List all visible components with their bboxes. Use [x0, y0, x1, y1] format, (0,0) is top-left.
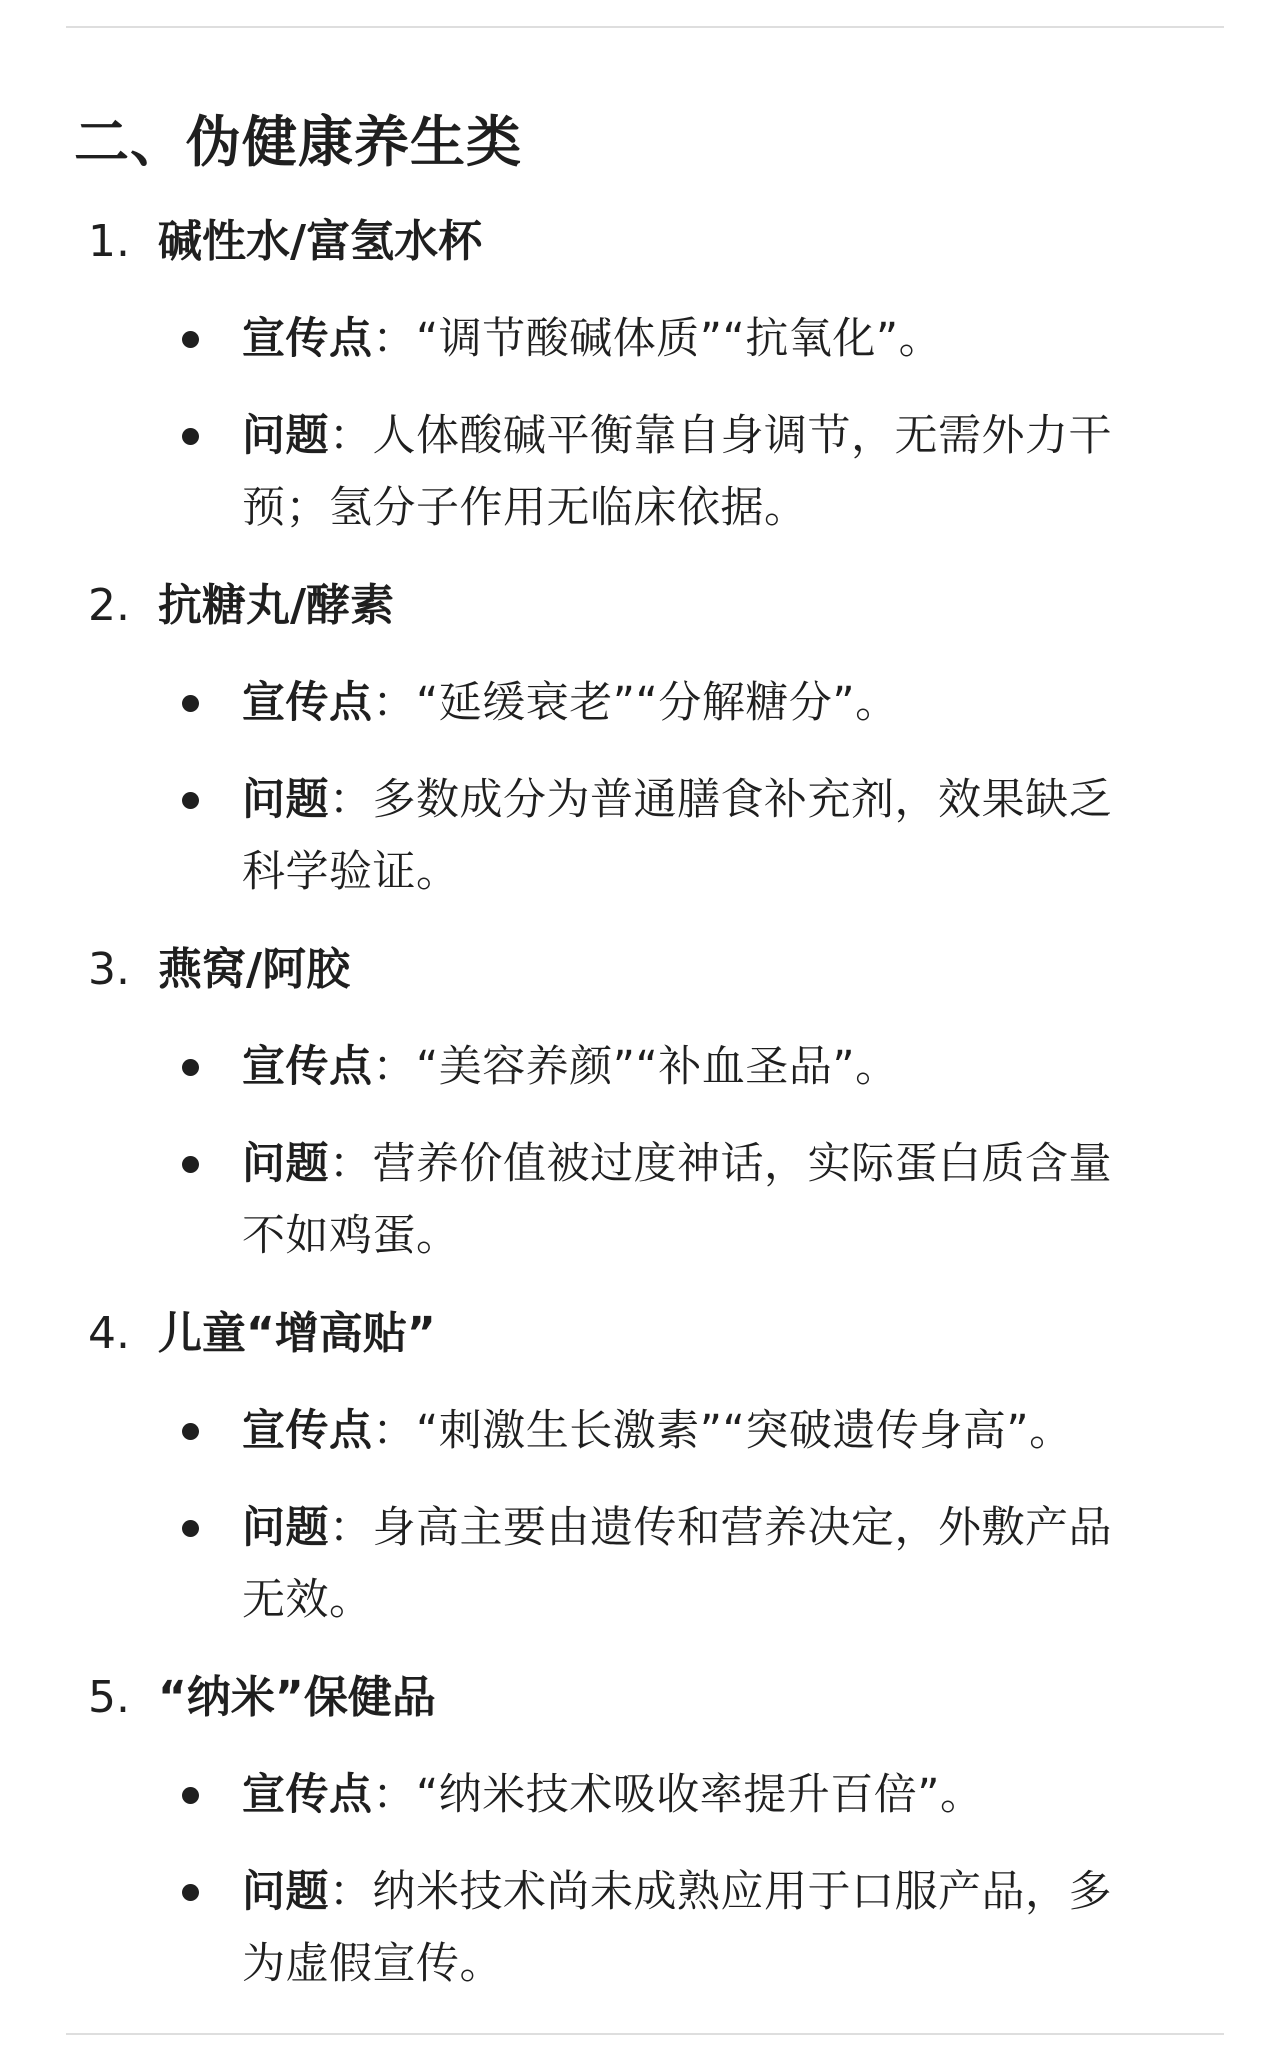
item-title: 抗糖丸/酵素	[158, 580, 395, 631]
problem-bullet	[182, 1492, 1182, 1636]
bullet-dot-icon	[182, 1059, 199, 1076]
problem-text-cont: 无效。	[242, 1575, 373, 1625]
problem-label: 问题	[242, 1139, 329, 1189]
item-number: 4.	[88, 1308, 130, 1359]
claim-text: ：“刺激生长激素”“突破遗传身高”。	[372, 1406, 1073, 1456]
bullet-dot-icon	[182, 428, 199, 445]
claim-label: 宣传点	[242, 314, 373, 364]
problem-text: ：纳米技术尚未成熟应用于口服产品，多	[329, 1867, 1112, 1917]
problem-label: 问题	[242, 1503, 329, 1553]
section-heading: 二、伪健康养生类	[74, 110, 523, 174]
problem-bullet	[182, 764, 1182, 908]
problem-bullet	[182, 1128, 1182, 1272]
bullet-dot-icon	[182, 792, 199, 809]
claim-label: 宣传点	[242, 1042, 373, 1092]
bullet-dot-icon	[182, 1520, 199, 1537]
bullet-dot-icon	[182, 1884, 199, 1901]
claim-bullet	[182, 303, 1182, 375]
problem-text: ：身高主要由遗传和营养决定，外敷产品	[329, 1503, 1112, 1553]
claim-bullet	[182, 1759, 1182, 1831]
bullet-dot-icon	[182, 1787, 199, 1804]
claim-text: ：“美容养颜”“补血圣品”。	[372, 1042, 899, 1092]
problem-text-cont: 为虚假宣传。	[242, 1939, 503, 1989]
item-title: 燕窝/阿胶	[158, 944, 351, 995]
problem-label: 问题	[242, 775, 329, 825]
problem-text: ：多数成分为普通膳食补充剂，效果缺乏	[329, 775, 1112, 825]
problem-label: 问题	[242, 1867, 329, 1917]
problem-bullet	[182, 400, 1182, 544]
bullet-dot-icon	[182, 1156, 199, 1173]
problem-bullet	[182, 1856, 1182, 2000]
list-item	[88, 940, 350, 1000]
problem-text-cont: 科学验证。	[242, 847, 460, 897]
bottom-divider	[66, 2033, 1224, 2035]
claim-text: ：“延缓衰老”“分解糖分”。	[372, 678, 899, 728]
claim-label: 宣传点	[242, 1770, 373, 1820]
item-number: 2.	[88, 580, 130, 631]
bullet-dot-icon	[182, 331, 199, 348]
list-item	[88, 212, 482, 272]
bullet-dot-icon	[182, 695, 199, 712]
claim-text: ：“纳米技术吸收率提升百倍”。	[372, 1770, 984, 1820]
problem-text: ：人体酸碱平衡靠自身调节，无需外力干	[329, 411, 1112, 461]
item-number: 5.	[88, 1672, 130, 1723]
problem-label: 问题	[242, 411, 329, 461]
claim-text: ：“调节酸碱体质”“抗氧化”。	[372, 314, 943, 364]
list-item	[88, 576, 394, 636]
problem-text-cont: 不如鸡蛋。	[242, 1211, 460, 1261]
item-number: 1.	[88, 216, 130, 267]
item-title: 碱性水/富氢水杯	[158, 216, 483, 267]
item-title: “纳米”保健品	[158, 1672, 436, 1723]
item-number: 3.	[88, 944, 130, 995]
claim-bullet	[182, 1395, 1182, 1467]
item-title: 儿童“增高贴”	[158, 1308, 436, 1359]
top-divider	[66, 26, 1224, 28]
claim-label: 宣传点	[242, 678, 373, 728]
list-item	[88, 1304, 436, 1364]
claim-bullet	[182, 667, 1182, 739]
problem-text: ：营养价值被过度神话，实际蛋白质含量	[329, 1139, 1112, 1189]
list-item	[88, 1668, 436, 1728]
problem-text-cont: 预；氢分子作用无临床依据。	[242, 483, 808, 533]
bullet-dot-icon	[182, 1423, 199, 1440]
claim-label: 宣传点	[242, 1406, 373, 1456]
claim-bullet	[182, 1031, 1182, 1103]
